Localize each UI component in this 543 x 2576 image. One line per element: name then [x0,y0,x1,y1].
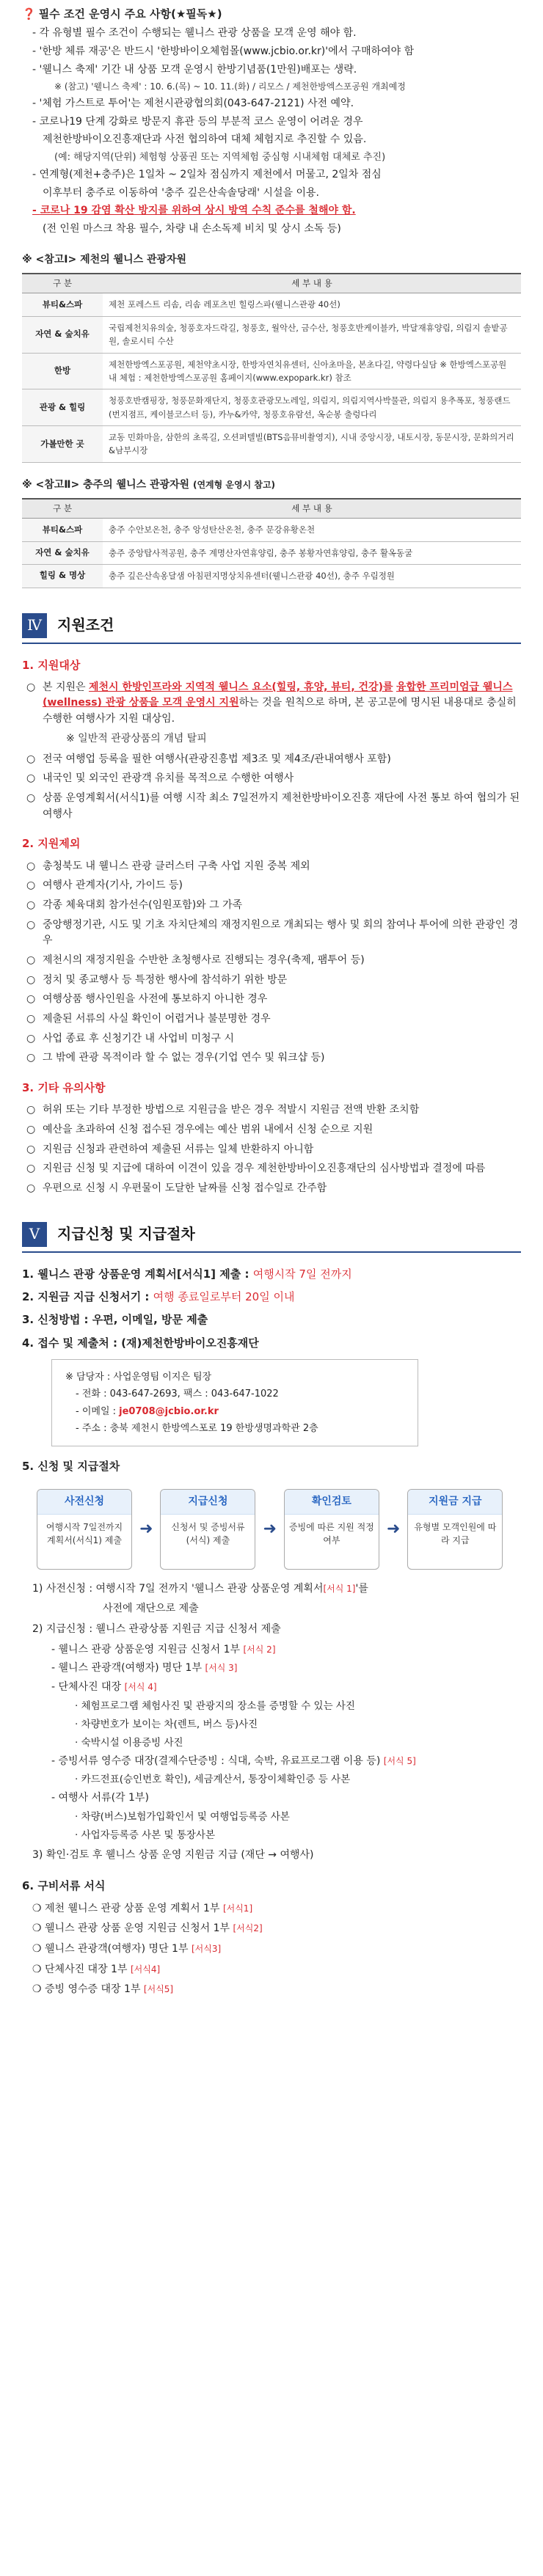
table-row: 자연 & 숲치유 충주 중앙탑사적공원, 충주 계명산자연휴양림, 충주 봉황자연휴양림, 충주 활옥동굴 [22,541,521,564]
step-heading: 4. 접수 및 제출처 : (재)제천한방바이오진흥재단 [22,1336,259,1350]
jecheon-resources-table [22,273,521,463]
list-item: ○ 내국인 및 외국인 관광객 유치를 목적으로 수행한 여행사 [26,772,294,785]
table2-caption: ※ <참고Ⅱ> 충주의 웰니스 관광자원 (연계형 운영시 참고) [22,478,276,491]
table-header: 세 부 내 용 [103,499,521,519]
arrow-right-icon: ➜ [139,1519,153,1538]
flow-step: 지원금 지급 유형별 모객인원에 따라 지급 [407,1489,503,1570]
subheading-support-target: 1. 지원대상 [22,658,81,672]
table-header: 세 부 내 용 [103,274,521,293]
notice-line: - '웰니스 축제' 기간 내 상품 모객 운영시 한방기념품(1만원)배포는 생략. [32,63,357,76]
list-item: ○ 제천시의 재정지원을 수반한 초청행사로 진행되는 경우(축제, 팸투어 등) [26,954,365,966]
procedure-detail: · 차량번호가 보이는 차(렌트, 버스 등)사진 [75,1718,258,1730]
table-row: 자연 & 숲치유 국립제천치유의숲, 청풍호자드락길, 청풍호, 월악산, 금수산, 청풍호반케이블카, 박달재휴양림, 의림지 솔밭공원, 솔로시티 수산 [22,316,521,353]
procedure-subitem: - 웰니스 관광 상품운영 지원금 신청서 1부 [서식 2] [51,1643,276,1655]
procedure-detail: · 차량(버스)보험가입확인서 및 여행업등록증 사본 [75,1810,290,1823]
list-item: ○ 지원금 신청과 관련하여 제출된 서류는 일체 반환하지 아니함 [26,1143,314,1155]
section-4-header [22,613,521,644]
list-item: ○ 지원금 신청 및 지급에 대하여 이견이 있을 경우 제천한방바이오진흥재단의 심사방법과 결정에 따름 [26,1163,486,1175]
notice-line: - '체험 가스트로 투어'는 제천시관광협의회(043-647-2121) 사전 예약. [32,97,354,109]
flow-step: 사전신청 여행시작 7일전까지 계획서(서식1) 제출 [37,1489,132,1570]
process-flow [37,1489,521,1570]
notice-line: - 코로나19 단계 강화로 방문지 휴관 등의 부분적 코스 운영이 어려운 경우 [32,115,363,128]
notice-example: (예: 해당지역(단위) 체험형 상품권 또는 지역체험 중심형 시내체험 대체로 추진) [54,151,386,163]
section-number: Ⅴ [22,1222,47,1247]
procedure-step: 2) 지급신청 : 웰니스 관광상품 지원금 지급 신청서 제출 [32,1622,281,1635]
subheading-other-notes: 3. 기타 유의사항 [22,1081,106,1095]
list-item: ○ 정치 및 종교행사 등 특정한 행사에 참석하기 위한 방문 [26,973,288,986]
notice-line: 이후부터 충주로 이동하여 '충주 깊은산속솔당래' 시설을 이용. [43,186,319,199]
contact-box [51,1359,418,1447]
procedure-detail: · 체험프로그램 체험사진 및 관광지의 장소를 증명할 수 있는 사진 [75,1699,355,1712]
list-item: ○ 본 지원은 제천시 한방인프라와 지역적 웰니스 요소(힐링, 휴양, 뷰티, 건강)를 융합한 프리미엄급 웰니스(wellness) 관광 상품을 모객 운영시 지원하는 것을 원칙으로 하며, 본 공고문에 명시된 내용대로 충실히 수행한 여행사가 지원 대상임. [26,681,517,725]
section-title: 지원조건 [57,616,114,634]
list-item: ○ 각종 체육대회 참가선수(임원포함)와 그 가족 [26,899,243,911]
step-heading: 3. 신청방법 : 우편, 이메일, 방문 제출 [22,1313,208,1327]
table1-caption: ※ <참고Ⅰ> 제천의 웰니스 관광자원 [22,253,187,266]
list-item: ❍ 웰니스 관광 상품 운영 지원금 신청서 1부 [서식2] [32,1922,263,1935]
notice-line: - '한방 체류 재공'은 반드시 '한방바이오체험몰(www.jcbio.or.kr)'에서 구매하여야 함 [32,45,415,57]
contact-email-link[interactable]: je0708@jcbio.or.kr [119,1405,219,1417]
section-5-header [22,1222,521,1253]
step-heading: 6. 구비서류 서식 [22,1879,106,1893]
list-item: ❍ 제천 웰니스 관광 상품 운영 계획서 1부 [서식1] [32,1902,253,1914]
section-title: 지급신청 및 지급절차 [57,1225,195,1243]
table-row: 뷰티&스파 충주 수안보온천, 충주 앙성탄산온천, 충주 문강유황온천 [22,519,521,541]
question-mark-icon: ❓ [22,7,36,21]
list-item: ❍ 증빙 영수증 대장 1부 [서식5] [32,1983,174,1996]
contact-email-row: - 이메일 : je0708@jcbio.or.kr [76,1405,219,1417]
step-heading: 1. 웰니스 관광 상품운영 계획서[서식1] 제출 : 여행시작 7일 전까지 [22,1267,352,1281]
procedure-subitem: - 웰니스 관광객(여행자) 명단 1부 [서식 3] [51,1662,238,1675]
arrow-right-icon: ➜ [386,1519,401,1538]
list-item: ○ 그 밖에 관광 목적이라 할 수 없는 경우(기업 연수 및 워크샵 등) [26,1052,325,1064]
notice-line: - 각 유형별 필수 조건이 수행되는 웰니스 관광 상품을 모객 운영 해야 함. [32,27,357,40]
chungju-resources-table [22,498,521,588]
step-heading: 2. 지원금 지급 신청서기 : 여행 종료일로부터 20일 이내 [22,1290,295,1304]
list-item: ○ 총청북도 내 웰니스 관광 클러스터 구축 사업 지원 중복 제외 [26,860,310,872]
step-heading: 5. 신청 및 지급절차 [22,1460,120,1474]
procedure-step: 1) 사전신청 : 여행시작 7일 전까지 '웰니스 관광 상품운영 계획서[서식 1]'를 [32,1582,368,1595]
table-header: 구 분 [22,499,103,519]
notice-warning: - 코로나 19 감염 확산 방지를 위하여 상시 방역 수칙 준수를 철해야 함. [32,205,356,217]
notice-title: ❓ 필수 조건 운영시 주요 사항(★필독★) [22,7,222,21]
procedure-detail: · 사업자등록증 사본 및 통장사본 [75,1829,215,1841]
arrow-right-icon: ➜ [263,1519,277,1538]
table-row: 뷰티&스파 제천 포레스트 리솜, 리솜 레포츠빈 힐링스파(웰니스관광 40선) [22,293,521,316]
procedure-subitem: - 여행사 서류(각 1부) [51,1792,149,1804]
contact-address: - 주소 : 충북 제천시 한방엑스포로 19 한방생명과학관 2층 [76,1422,318,1434]
list-item: ○ 상품 운영계획서(서식1)를 여행 시작 최소 7일전까지 제천한방바이오진흥 재단에 사전 통보 하여 협의가 된 여행사 [26,791,520,820]
list-item: ○ 우편으로 신청 시 우편물이 도달한 날짜를 신청 접수일로 간주함 [26,1182,327,1195]
list-item: ○ 중앙행정기관, 시도 및 기초 자치단체의 재정지원으로 개최되는 행사 및 회의 참여나 투어에 의한 관광인 경우 [26,918,519,947]
list-item: ❍ 웰니스 관광객(여행자) 명단 1부 [서식3] [32,1942,222,1955]
contact-phone: - 전화 : 043-647-2693, 팩스 : 043-647-1022 [76,1388,279,1400]
procedure-step-cont: 사전에 재단으로 제출 [103,1603,199,1615]
section-number: Ⅳ [22,613,47,638]
notice-ref: ※ (참고) '웰니스 축제' : 10. 6.(목) ~ 10. 11.(화) / 리모스 / 제천한방엑스포공원 개최예정 [54,81,406,92]
list-item: ○ 사업 종료 후 신청기간 내 사업비 미청구 시 [26,1032,235,1044]
notice-line: - 연계형(제천+충주)은 1일차 ~ 2일차 점심까지 제천에서 머물고, 2일차 점심 [32,169,382,181]
procedure-detail: · 숙박시설 이용증빙 사진 [75,1736,183,1749]
procedure-step: 3) 확인·검토 후 웰니스 상품 운영 지원금 지급 (재단 → 여행사) [32,1848,314,1861]
list-item: ❍ 단체사진 대장 1부 [서식4] [32,1963,161,1975]
table-row: 힐링 & 명상 충주 깊은산속옹달샘 아침편지명상치유센터(웰니스관광 40선), 충주 우림정원 [22,565,521,588]
subheading-exclusions: 2. 지원제외 [22,837,81,851]
list-item: ○ 전국 여행업 등록을 필한 여행사(관광진흥법 제3조 및 제4조/관내여행사 포함) [26,753,391,765]
notice-line: 제천한방바이오진흥재단과 사전 협의하여 대체 체험지로 추진할 수 있음. [43,133,367,146]
procedure-detail: · 카드전표(승인번호 확인), 세금계산서, 통장이체확인증 등 사본 [75,1774,351,1786]
note: ※ 일반적 관광상품의 개념 탈피 [66,732,207,744]
table-row: 관광 & 힐링 청풍호반캠핑장, 청풍문화재단지, 청풍호관광모노레일, 의림지, 의림지역사박물관, 의림지 용추폭포, 청풍랜드(번지점프, 케이블코스터 등), 카누&카약, 청풍호유람선, 옥순봉 출렁다리 [22,389,521,426]
list-item: ○ 여행사 관계자(기사, 가이드 등) [26,879,183,892]
list-item: ○ 허위 또는 기타 부정한 방법으로 지원금을 받은 경우 적발시 지원금 전액 반환 조치함 [26,1104,420,1116]
table-header: 구 분 [22,274,103,293]
table-row: 한방 제천한방엑스포공원, 제천약초시장, 한방자연치유센터, 신아초마을, 본초다길, 약령다실담 ※ 한방엑스포공원 내 체험 : 제천한방엑스포공원 홈페이지(www.expopark.kr) 참조 [22,353,521,389]
procedure-subitem: - 증빙서류 영수증 대장(결제수단증빙 : 식대, 숙박, 유료프로그램 이용 등) [서식 5] [51,1754,416,1767]
list-item: ○ 여행상품 행사인원을 사전에 통보하지 아니한 경우 [26,993,268,1006]
list-item: ○ 제출된 서류의 사실 확인이 어렵거나 불분명한 경우 [26,1013,271,1025]
table-row: 가볼만한 곳 교동 민화마을, 삼한의 초록길, 오션퍼텔빌(BTS음뮤비촬영지), 시내 중앙시장, 내토시장, 동문시장, 문화의거리&남부시장 [22,426,521,463]
list-item: ○ 예산을 초과하여 신청 접수된 경우에는 예산 범위 내에서 신청 순으로 지원 [26,1124,373,1136]
notice-line: (전 인원 마스크 착용 필수, 차량 내 손소독제 비치 및 상시 소독 등) [43,223,341,235]
contact-person: ※ 담당자 : 사업운영팀 이지은 팀장 [65,1371,212,1383]
procedure-subitem: - 단체사진 대장 [서식 4] [51,1681,157,1694]
flow-step: 지급신청 신청서 및 증빙서류(서식) 제출 [160,1489,255,1570]
flow-step: 확인검토 증빙에 따른 지원 적정 여부 [284,1489,379,1570]
